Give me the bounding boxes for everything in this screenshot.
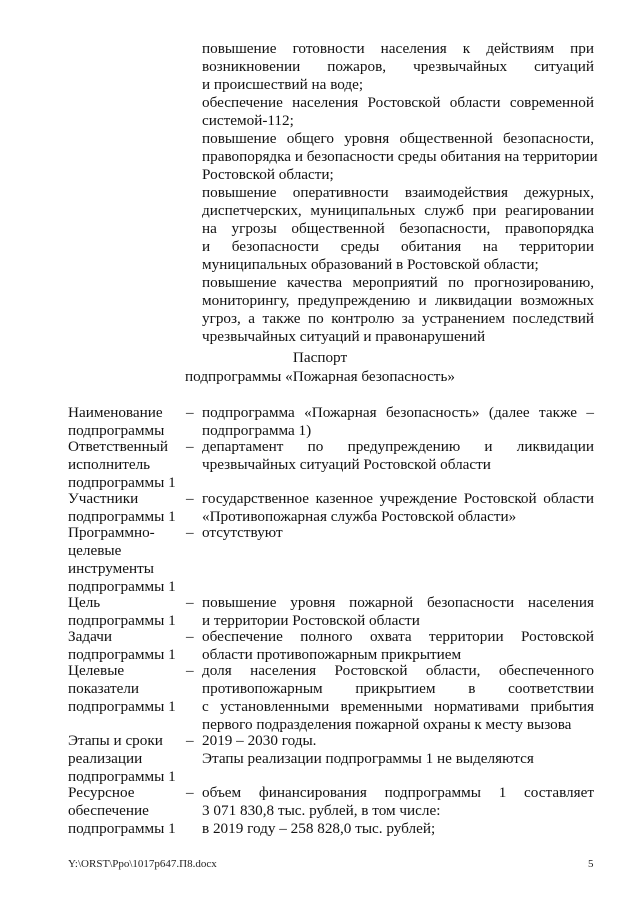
row-label: Целевые показатели подпрограммы 1 (68, 662, 176, 715)
intro-line: на угрозы общественной безопасности, правопорядка (202, 220, 594, 237)
row-dash: – (186, 524, 194, 541)
page-number: 5 (588, 858, 594, 870)
intro-line: мониторингу, предупреждению и ликвидации возможных (202, 292, 594, 309)
row-value: 2019 – 2030 годы. Этапы реализации подпрограммы 1 не выделяются (202, 732, 534, 767)
intro-line: и безопасности среды обитания на территории (202, 238, 594, 255)
row-value: департамент по предупреждению и ликвидации чрезвычайных ситуаций Ростовской области (202, 438, 594, 473)
intro-line: повышение качества мероприятий по прогнозированию, (202, 274, 594, 291)
intro-text-block (202, 40, 598, 346)
row-dash: – (186, 490, 194, 507)
row-label: Наименование подпрограммы (68, 404, 165, 439)
row-value: повышение уровня пожарной безопасности населения и территории Ростовской области (202, 594, 594, 629)
passport-subtitle: подпрограммы «Пожарная безопасность» (185, 368, 455, 385)
row-value: отсутствуют (202, 524, 283, 541)
row-label: Ответственный исполнитель подпрограммы 1 (68, 438, 176, 491)
intro-line: Ростовской области; (202, 166, 334, 183)
row-label: Программно- целевые инструменты подпрограммы 1 (68, 524, 176, 595)
row-dash: – (186, 732, 194, 749)
intro-line: диспетчерских, муниципальных служб при реагировании (202, 202, 594, 219)
intro-line: повышение оперативности взаимодействия дежурных, (202, 184, 594, 201)
row-label: Ресурсное обеспечение подпрограммы 1 (68, 784, 176, 837)
passport-title: Паспорт (292, 349, 348, 366)
footer-file-path: Y:\ORST\Ppo\1017p647.П8.docx (68, 858, 217, 870)
intro-line: угроз, а также по контролю за устранением последствий (202, 310, 594, 327)
row-label: Задачи подпрограммы 1 (68, 628, 176, 663)
intro-line: правопорядка и безопасности среды обитания на территории (202, 148, 598, 165)
row-value: доля населения Ростовской области, обеспеченного противопожарным прикрытием в соответствии с установленными временными нормативами прибытия первого подразделения пожарной охраны к месту вызова (202, 662, 594, 733)
intro-line: муниципальных образований в Ростовской области; (202, 256, 539, 273)
intro-line: возникновении пожаров, чрезвычайных ситуаций (202, 58, 594, 75)
row-label: Этапы и сроки реализации подпрограммы 1 (68, 732, 176, 785)
intro-line: повышение готовности населения к действиям при (202, 40, 594, 57)
row-dash: – (186, 662, 194, 679)
row-value: обеспечение полного охвата территории Ростовской области противопожарным прикрытием (202, 628, 594, 663)
intro-line: повышение общего уровня общественной безопасности, (202, 130, 594, 147)
row-value: государственное казенное учреждение Ростовской области «Противопожарная служба Ростовской области» (202, 490, 594, 525)
row-dash: – (186, 404, 194, 421)
row-dash: – (186, 594, 194, 611)
row-dash: – (186, 628, 194, 645)
row-dash: – (186, 438, 194, 455)
intro-line: чрезвычайных ситуаций и правонарушений (202, 328, 486, 345)
intro-line: системой-112; (202, 112, 294, 129)
intro-line: и происшествий на воде; (202, 76, 364, 93)
row-value: объем финансирования подпрограммы 1 составляет 3 071 830,8 тыс. рублей, в том числе: в 2019 году – 258 828,0 тыс. рублей; (202, 784, 594, 837)
intro-line: обеспечение населения Ростовской области современной (202, 94, 594, 111)
row-label: Участники подпрограммы 1 (68, 490, 176, 525)
row-label: Цель подпрограммы 1 (68, 594, 176, 629)
row-dash: – (186, 784, 194, 801)
row-value: подпрограмма «Пожарная безопасность» (далее также – подпрограмма 1) (202, 404, 594, 439)
